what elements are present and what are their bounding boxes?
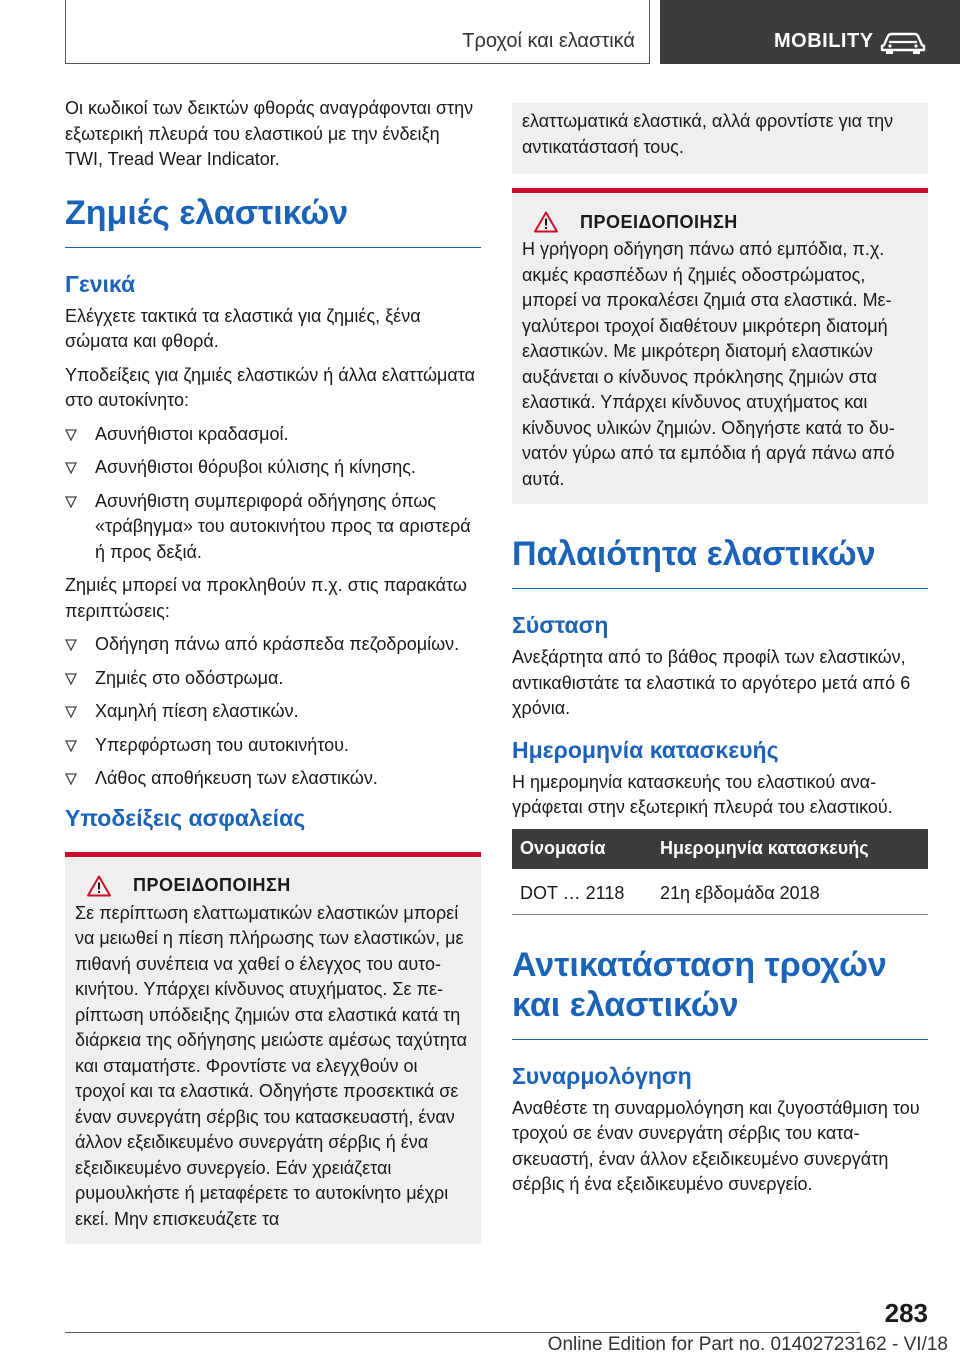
footer-divider: [65, 1332, 860, 1333]
subsection-title-safety: Υποδείξεις ασφαλείας: [65, 804, 306, 831]
manufacture-date-paragraph: Η ημερομηνία κατασκευής του ελαστικού αναγράφεται στην εξωτερική πλευρά του ελαστικού.: [512, 771, 893, 817]
damage-causes-list: [65, 632, 481, 792]
damage-signs-list: [65, 422, 481, 566]
triangle-bullet-icon: [65, 673, 77, 685]
list-item: Λάθος αποθήκευση των ελαστικών.: [65, 766, 481, 792]
header-section-title: Τροχοί και ελαστικά: [462, 30, 635, 52]
triangle-bullet-icon: [65, 429, 77, 441]
list-item: Χαμηλή πίεση ελαστικών.: [65, 699, 481, 725]
subsection-title-mounting: Συναρμολόγηση: [512, 1062, 692, 1089]
warning-continuation-box: [512, 103, 928, 174]
car-icon: [880, 30, 926, 54]
triangle-bullet-icon: [65, 706, 77, 718]
table-cell: 21η εβδομάδα 2018: [652, 869, 928, 915]
mounting-paragraph: Αναθέστε τη συναρμολόγηση και ζυγοστάθμιση του τροχού σε έναν συνεργάτη σέρβις του κατασκευαστή, έναν άλλον εξειδικευμένο συνεργάτη σέρβις ή ένα εξειδικευμένο συνεργείο.: [512, 1097, 920, 1194]
warning-triangle-icon: [87, 875, 111, 897]
list-item: Οδήγηση πάνω από κράσπεδα πεζοδρομίων.: [65, 632, 481, 658]
warning-header: [75, 875, 471, 897]
intro-paragraph: Οι κωδικοί των δεικτών φθοράς αναγράφονται στην εξωτερική πλευρά του ελαστικού με την ένδειξη TWI, Tread Wear Indicator.: [65, 98, 474, 169]
triangle-bullet-icon: [65, 740, 77, 752]
table-header-row: [512, 829, 928, 869]
list-item: Ασυνήθιστοι θόρυβοι κύλισης ή κίνησης.: [65, 455, 481, 481]
warning-text: Η γρήγορη οδήγηση πάνω από εμπόδια, π.χ. ακμές κρασπέδων ή ζημιές οδοστρώματος, μπορεί να προκαλέσει ζημιά στα ελαστικά. Μεγαλύτεροι τροχοί διαθέτουν μικρότερη διατομή ελαστικών. Με μικρότερη διατομή ελαστικών αυξάνεται ο κίνδυνος πρόκλησης ζημιών στα ελαστικά. Υπάρχει κίνδυνος ατυχήματος και κίνδυνος υλικών ζημιών. Οδηγήστε κατά το δυνατόν γύρω από τα εμπόδια ή αργά πάνω από αυτά.: [522, 239, 895, 489]
triangle-bullet-icon: [65, 462, 77, 474]
section-title-wheel-replacement: Αντικατάσταση τροχών και ελαστικών: [512, 945, 928, 1040]
warning-header: [522, 211, 918, 233]
table-row: [512, 869, 928, 915]
section-title-tire-damage: Ζημιές ελαστικών: [65, 193, 481, 248]
triangle-bullet-icon: [65, 773, 77, 785]
header-tab-label: MOBILITY: [774, 30, 874, 52]
right-column: [512, 103, 928, 1206]
list-item: Ασυνήθιστη συμπεριφορά οδήγησης όπως «τράβηγμα» του αυτοκινήτου προς τα αριστερά ή προς δεξιά.: [65, 489, 481, 566]
subsection-title-general: Γενικά: [65, 270, 136, 297]
subsection-title-recommendation: Σύσταση: [512, 612, 609, 638]
warning-continuation-text: ελαττωματικά ελαστικά, αλλά φροντίστε για την αντικατάστασή τους.: [522, 111, 894, 157]
table-header-cell: Ονομασία: [512, 829, 652, 869]
subsection-title-manufacture-date: Ημερομηνία κατασκευής: [512, 736, 779, 763]
causes-intro: Ζημιές μπορεί να προκληθούν π.χ. στις παρακάτω περιπτώσεις:: [65, 575, 467, 621]
list-item: Υπερφόρτωση του αυτοκινήτου.: [65, 733, 481, 759]
left-column: [65, 96, 481, 1256]
list-item: Ζημιές στο οδόστρωμα.: [65, 666, 481, 692]
list-item: Ασυνήθιστοι κραδασμοί.: [65, 422, 481, 448]
warning-title: ΠΡΟΕΙΔΟΠΟΙΗΣΗ: [580, 211, 738, 232]
triangle-bullet-icon: [65, 496, 77, 508]
manufacture-date-table: [512, 829, 928, 915]
warning-box: [65, 852, 481, 1245]
footer-edition-text: Online Edition for Part no. 01402723162 - VI/18: [547, 1334, 948, 1355]
triangle-bullet-icon: [65, 639, 77, 651]
section-title-tire-age: Παλαιότητα ελαστικών: [512, 534, 928, 589]
warning-title: ΠΡΟΕΙΔΟΠΟΙΗΣΗ: [133, 875, 291, 895]
page-number: 283: [884, 1298, 928, 1328]
recommendation-paragraph: Ανεξάρτητα από το βάθος προφίλ των ελαστικών, αντικαθιστάτε τα ελαστικά το αργότερο μετά από 6 χρόνια.: [512, 647, 911, 718]
table-header-cell: Ημερομηνία κατασκευής: [652, 829, 928, 869]
general-paragraph-2: Υποδείξεις για ζημιές ελαστικών ή άλλα ελαττώματα στο αυτοκίνητο:: [65, 364, 476, 410]
general-paragraph-1: Ελέγχετε τακτικά τα ελαστικά για ζημιές, ξένα σώματα και φθορά.: [65, 305, 421, 351]
warning-text: Σε περίπτωση ελαττωματικών ελαστικών μπορεί να μειωθεί η πίεση πλήρωσης των ελαστικών, με πιθανή συνέπεια να χαθεί ο έλεγχος του αυτοκινήτου. Υπάρχει κίνδυνος ατυχήματος. Σε περίπτωση υπόδειξης ζημιών στα ελαστικά κατά τη διάρκεια της οδήγησης μειώστε αμέσως ταχύτητα και σταματήστε. Φροντίστε να ελεγχθούν οι τροχοί και τα ελαστικά. Οδηγήστε προσεκτικά σε έναν συνεργάτη σέρβις του κατασκευαστή, έναν άλλον εξειδικευμένο συνεργάτη σέρβις ή ένα εξειδικευμένο συνεργείο. Εάν χρειάζεται ρυμουλκήστε ή μεταφέρετε το αυτοκίνητο μέχρι εκεί. Μην επισκευάζετε τα: [75, 902, 468, 1229]
header-section-box: [65, 0, 650, 64]
warning-box: [512, 188, 928, 504]
table-cell: DOT … 2118: [512, 869, 652, 915]
warning-triangle-icon: [534, 211, 558, 233]
